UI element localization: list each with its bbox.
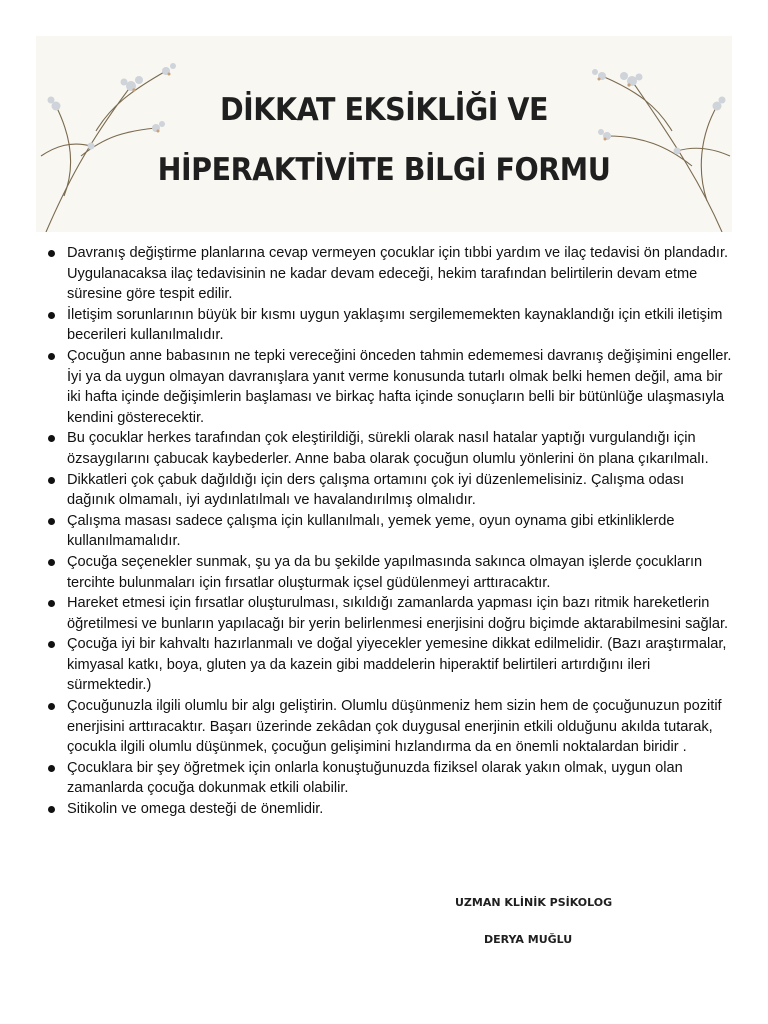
advice-list xyxy=(44,243,732,820)
list-item: Çocuğun anne babasının ne tepki vereceğini önceden tahmin edememesi davranış değişimini engeller. İyi ya da uygun olmayan davranışlara yanıt verme konusunda tutarlı olmak belki hemen değil, ama bir iki hafta içinde değişimlerin başlaması ve birkaç hafta içinde sonuçların belli bir bütünlüğe ulaşmasıyla kendini gösterecektir. xyxy=(44,346,732,428)
title-line-2: HİPERAKTİVİTE BİLGİ FORMU xyxy=(157,152,611,188)
list-item: Çalışma masası sadece çalışma için kullanılmalı, yemek yeme, oyun oynama gibi etkinliklerde kullanılmamalıdır. xyxy=(44,511,732,552)
signature-name: DERYA MUĞLU xyxy=(484,933,573,946)
list-item: Bu çocuklar herkes tarafından çok eleştirildiği, sürekli olarak nasıl hatalar yaptığı vurgulandığı için özsaygılarını çabucak kaybederler. Anne baba olarak çocuğun olumlu yönlerini ön plana çıkarılmalı. xyxy=(44,428,732,469)
dried-flower-sprigs-icon xyxy=(36,36,186,232)
list-item: Sitikolin ve omega desteği de önemlidir. xyxy=(44,799,732,820)
list-item: Hareket etmesi için fırsatlar oluşturulması, sıkıldığı zamanlarda yapması için bazı ritmik hareketlerin öğretilmesi ve bunların yapılacağı bir yerin belirlenmesi enerjisini doğru biçimde aktarabilmesini sağlar. xyxy=(44,593,732,634)
signature-role: UZMAN KLİNİK PSİKOLOG xyxy=(455,896,613,909)
title-line-1: DİKKAT EKSİKLİĞİ VE xyxy=(219,92,549,128)
list-item: Çocuğa seçenekler sunmak, şu ya da bu şekilde yapılmasında sakınca olmayan işlerde çocukların tercihte bulunmaları için fırsatlar oluşturmak içsel güdülenmeyi arttıracaktır. xyxy=(44,552,732,593)
list-item: Çocuklara bir şey öğretmek için onlarla konuştuğunuzda fiziksel olarak yakın olmak, uygun olan zamanlarda çocuğa dokunmak etkili olabilir. xyxy=(44,758,732,799)
header-banner xyxy=(36,36,732,232)
list-item: Çocuğa iyi bir kahvaltı hazırlanmalı ve doğal yiyecekler yemesine dikkat edilmelidir. (Bazı araştırmalar, kimyasal katkı, boya, gluten ya da kazein gibi maddelerin hiperaktif belirtileri artırdığını ileri sürmektedir.) xyxy=(44,634,732,696)
dried-flower-sprigs-icon xyxy=(582,36,732,232)
list-item: Davranış değiştirme planlarına cevap vermeyen çocuklar için tıbbi yardım ve ilaç tedavisi ön plandadır. Uygulanacaksa ilaç tedavisinin ne kadar devam edeceği, hekim tarafından belirtilerin devam etme süresine göre tespit edilir. xyxy=(44,243,732,305)
list-item: İletişim sorunlarının büyük bir kısmı uygun yaklaşımı sergilememekten kaynaklandığı için etkili iletişim becerileri kullanılmalıdır. xyxy=(44,305,732,346)
list-item: Dikkatleri çok çabuk dağıldığı için ders çalışma ortamını çok iyi düzenlemelisiniz. Çalışma odası dağınık olmamalı, iyi aydınlatılmalı ve havalandırılmış olmalıdır. xyxy=(44,470,732,511)
list-item: Çocuğunuzla ilgili olumlu bir algı geliştirin. Olumlu düşünmeniz hem sizin hem de çocuğunuzun pozitif enerjisini arttıracaktır. Başarı üzerinde zekâdan çok duygusal enerjinin etkili olduğunu akılda tutarak, çocukla ilgili olumlu düşünmek, çocuğun gelişimini hızlandırma da en önemli noktalardan biridir . xyxy=(44,696,732,758)
